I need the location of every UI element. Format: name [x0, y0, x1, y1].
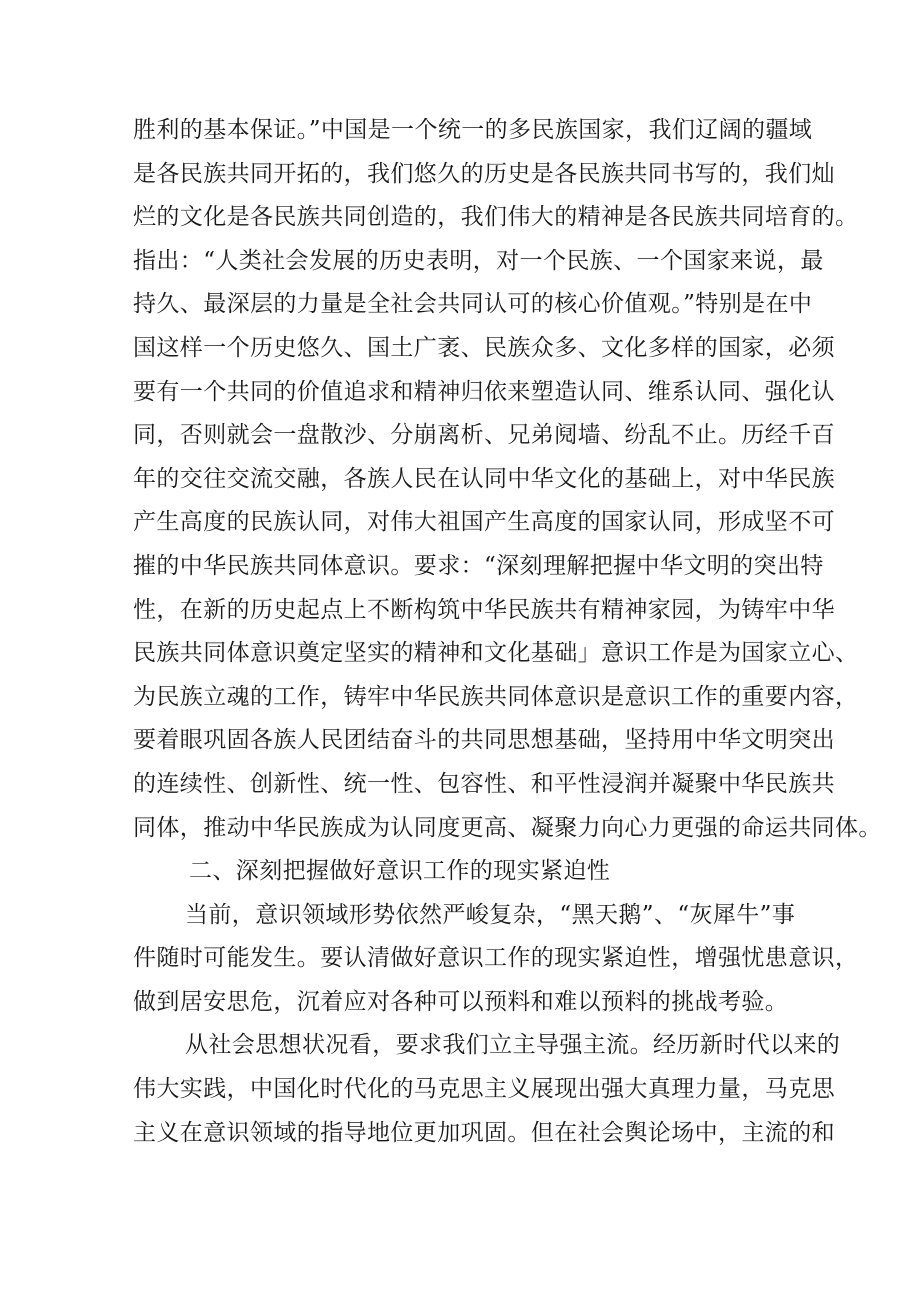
text-line: 指出：“人类社会发展的历史表明，对一个民族、一个国家来说，最: [133, 247, 824, 274]
text-line: 要有一个共同的价值追求和精神归依来塑造认同、维系认同、强化认: [133, 378, 835, 405]
text-line: 件随时可能发生。要认清做好意识工作的现实紧迫性，增强忧患意识，: [133, 945, 859, 972]
text-line: 性，在新的历史起点上不断构筑中华民族共有精神家园，为铸牢中华: [133, 596, 835, 623]
section-heading: 二、深刻把握做好意识工作的现实紧迫性: [189, 858, 611, 885]
text-line: 为民族立魂的工作，铸牢中华民族共同体意识是意识工作的重要内容，: [133, 683, 859, 710]
text-line: 持久、最深层的力量是全社会共同认可的核心价值观。”特别是在中: [133, 291, 813, 318]
text-line: 民族共同体意识奠定坚实的精神和文化基础」意识工作是为国家立心、: [133, 640, 859, 667]
text-line: 产生高度的民族认同，对伟大祖国产生高度的国家认同，形成坚不可: [133, 509, 835, 536]
text-line: 国这样一个历史悠久、国土广袤、民族众多、文化多样的国家，必须: [133, 334, 835, 361]
text-line: 伟大实践，中国化时代化的马克思主义展现出强大真理力量，马克思: [133, 1076, 835, 1103]
text-line: 的连续性、创新性、统一性、包容性、和平性浸润并凝聚中华民族共: [133, 770, 835, 797]
body-text: [133, 109, 882, 1155]
text-line: 同体，推动中华民族成为认同度更高、凝聚力向心力更强的命运共同体。: [133, 814, 882, 841]
text-line: 同，否则就会一盘散沙、分崩离析、兄弟阋墙、纷乱不止。历经千百: [133, 422, 835, 449]
text-line: 胜利的基本保证。”中国是一个统一的多民族国家，我们辽阔的疆域: [133, 117, 813, 143]
text-line: 年的交往交流交融，各族人民在认同中华文化的基础上，对中华民族: [133, 465, 835, 492]
text-line: 是各民族共同开拓的，我们悠久的历史是各民族共同书写的，我们灿: [133, 160, 835, 187]
text-line: 从社会思想状况看，要求我们立主导强主流。经历新时代以来的: [185, 1032, 841, 1059]
text-line: 主义在意识领域的指导地位更加巩固。但在社会舆论场中，主流的和: [133, 1119, 835, 1146]
text-line: 要着眼巩固各族人民团结奋斗的共同思想基础，坚持用中华文明突出: [133, 727, 835, 754]
text-line: 烂的文化是各民族共同创造的，我们伟大的精神是各民族共同培育的。: [133, 204, 859, 231]
text-line: 摧的中华民族共同体意识。要求：“深刻理解把握中华文明的突出特: [133, 552, 824, 579]
text-line: 当前，意识领域形势依然严峻复杂，“黑天鹅”、“灰犀牛”事: [185, 901, 796, 928]
text-line: 做到居安思危，沉着应对各种可以预料和难以预料的挑战考验。: [133, 988, 789, 1015]
